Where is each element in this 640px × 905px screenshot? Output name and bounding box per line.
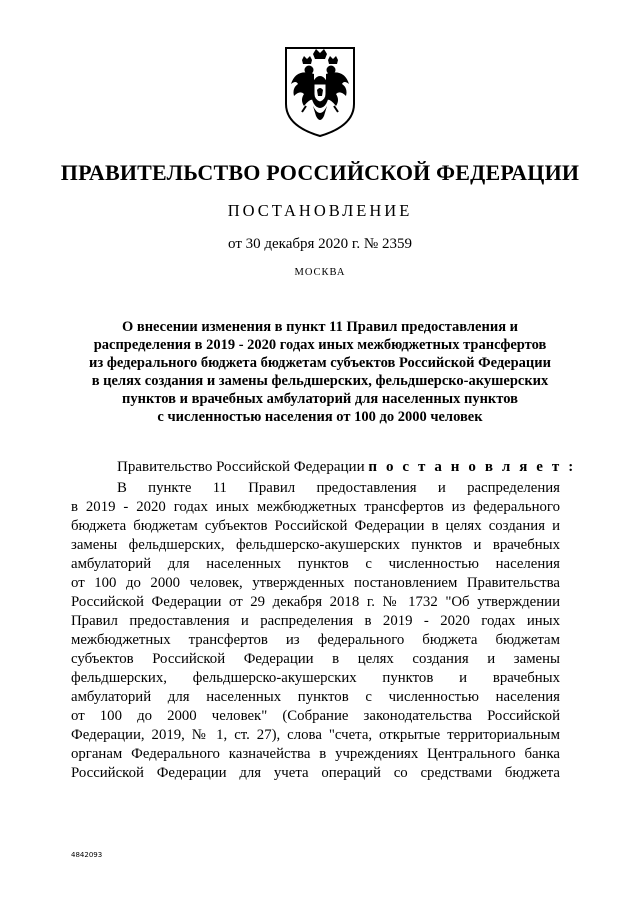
coat-of-arms-icon: [280, 44, 360, 140]
title-line: в целях создания и замены фельдшерских, фельдшерско-акушерских: [91, 373, 549, 389]
title-line: из федерального бюджета бюджетам субъектов Российской Федерации: [89, 355, 551, 371]
title-line: О внесении изменения в пункт 11 Правил предоставления и: [121, 319, 519, 335]
body-paragraph: [71, 479, 560, 783]
body-line: от 100 до 2000 человек" (Собрание законодательства Российской: [71, 708, 560, 724]
body-line: Российской Федерации от 29 декабря 2018 г. № 1732 "Об утверждении: [71, 594, 560, 610]
title-line: распределения в 2019 - 2020 годах иных межбюджетных трансфертов: [93, 337, 547, 353]
body-line: замены фельдшерских, фельдшерско-акушерских пунктов и врачебных: [71, 537, 560, 553]
body-line: фельдшерских, фельдшерско-акушерских пунктов и врачебных: [71, 670, 560, 686]
body-line: субъектов Российской Федерации в целях создания и замены: [71, 651, 560, 667]
document-date-number: от 30 декабря 2020 г. № 2359: [228, 236, 412, 252]
government-title: ПРАВИТЕЛЬСТВО РОССИЙСКОЙ ФЕДЕРАЦИИ: [60, 160, 580, 185]
title-line: пунктов и врачебных амбулаторий для населенных пунктов: [122, 391, 518, 407]
intro-decrees: п о с т а н о в л я е т :: [368, 459, 576, 475]
body-line: бюджета бюджетам субъектов Российской Федерации в целях создания и: [71, 518, 560, 534]
body-line: в 2019 - 2020 годах иных межбюджетных трансфертов из федерального: [71, 499, 560, 515]
document-city: МОСКВА: [294, 267, 346, 278]
resolution-intro: [117, 459, 576, 476]
body-line: от 100 до 2000 человек, утвержденных постановлением Правительства: [71, 575, 560, 591]
body-line: Российской Федерации для учета операций со средствами бюджета: [71, 765, 560, 781]
body-line: органам Федерального казначейства в учреждениях Центрального банка: [71, 746, 560, 762]
body-line: межбюджетных трансфертов из федерального бюджета бюджетам: [71, 632, 560, 648]
document-type: ПОСТАНОВЛЕНИЕ: [227, 201, 413, 220]
document-code: 4842093: [71, 851, 103, 859]
intro-text: Правительство Российской Федерации: [117, 459, 369, 475]
body-line: Федерации, 2019, № 1, ст. 27), слова "счета, открытые территориальным: [71, 727, 560, 743]
body-line: В пункте 11 Правил предоставления и распределения: [117, 480, 560, 496]
body-line: Правил предоставления и распределения в 2019 - 2020 годах иных: [71, 613, 560, 629]
title-line: с численностью населения от 100 до 2000 человек: [157, 409, 483, 425]
body-line: амбулаторий для населенных пунктов с численностью населения: [71, 689, 560, 705]
body-line: амбулаторий для населенных пунктов с численностью населения: [71, 556, 560, 572]
document-title: [70, 318, 570, 426]
